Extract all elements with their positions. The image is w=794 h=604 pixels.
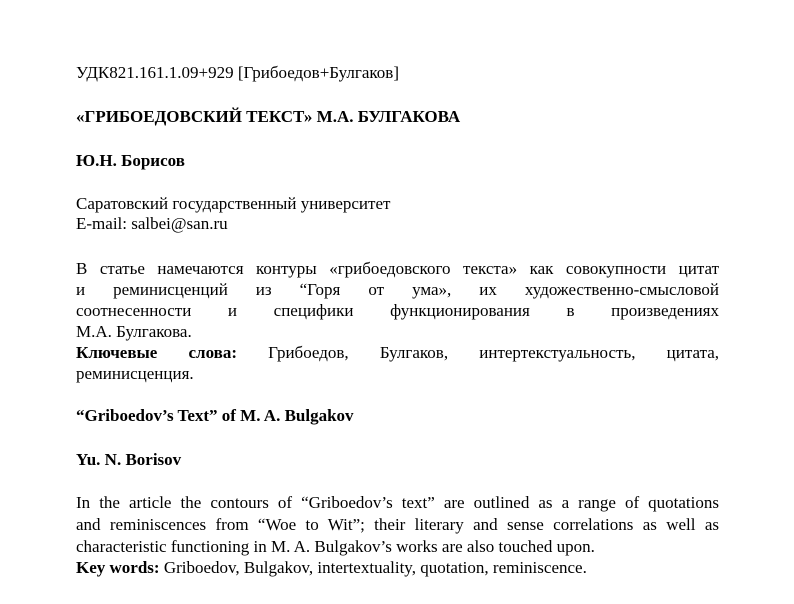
keywords-en — [76, 557, 587, 578]
abstract-ru-line-2: и реминисценций из “Горя от ума», их художественно-смысловой — [76, 280, 719, 299]
title-en: “Griboedov’s Text” of M. A. Bulgakov — [76, 406, 354, 425]
affiliation: Саратовский государственный университет — [76, 194, 391, 213]
keywords-ru-line-1 — [76, 342, 719, 363]
abstract-en-line-1: In the article the contours of “Griboedov’s text” are outlined as a range of quotations — [76, 493, 719, 512]
keywords-en-text: Griboedov, Bulgakov, intertextuality, quotation, reminiscence. — [159, 558, 587, 577]
keywords-en-label: Key words: — [76, 558, 160, 577]
udc-code: УДК821.161.1.09+929 [Грибоедов+Булгаков] — [76, 63, 399, 82]
abstract-en-line-2: and reminiscences from “Woe to Wit”; their literary and sense correlations as well as — [76, 515, 719, 534]
email: E-mail: salbei@san.ru — [76, 214, 228, 233]
abstract-en-line-3: characteristic functioning in M. A. Bulgakov’s works are also touched upon. — [76, 537, 595, 556]
abstract-ru-line-3: соотнесенности и специфики функционирования в произведениях — [76, 301, 719, 320]
abstract-ru-line-1: В статье намечаются контуры «грибоедовского текста» как совокупности цитат — [76, 259, 719, 278]
author-ru: Ю.Н. Борисов — [76, 151, 185, 170]
keywords-ru-line-2: реминисценция. — [76, 364, 194, 383]
author-en: Yu. N. Borisov — [76, 450, 182, 469]
abstract-ru-line-4: М.А. Булгакова. — [76, 322, 192, 341]
title-ru: «ГРИБОЕДОВСКИЙ ТЕКСТ» М.А. БУЛГАКОВА — [76, 107, 461, 126]
keywords-ru-text: Грибоедов, Булгаков, интертекстуальность, цитата, — [237, 343, 719, 362]
keywords-ru-label: Ключевые слова: — [76, 343, 238, 362]
